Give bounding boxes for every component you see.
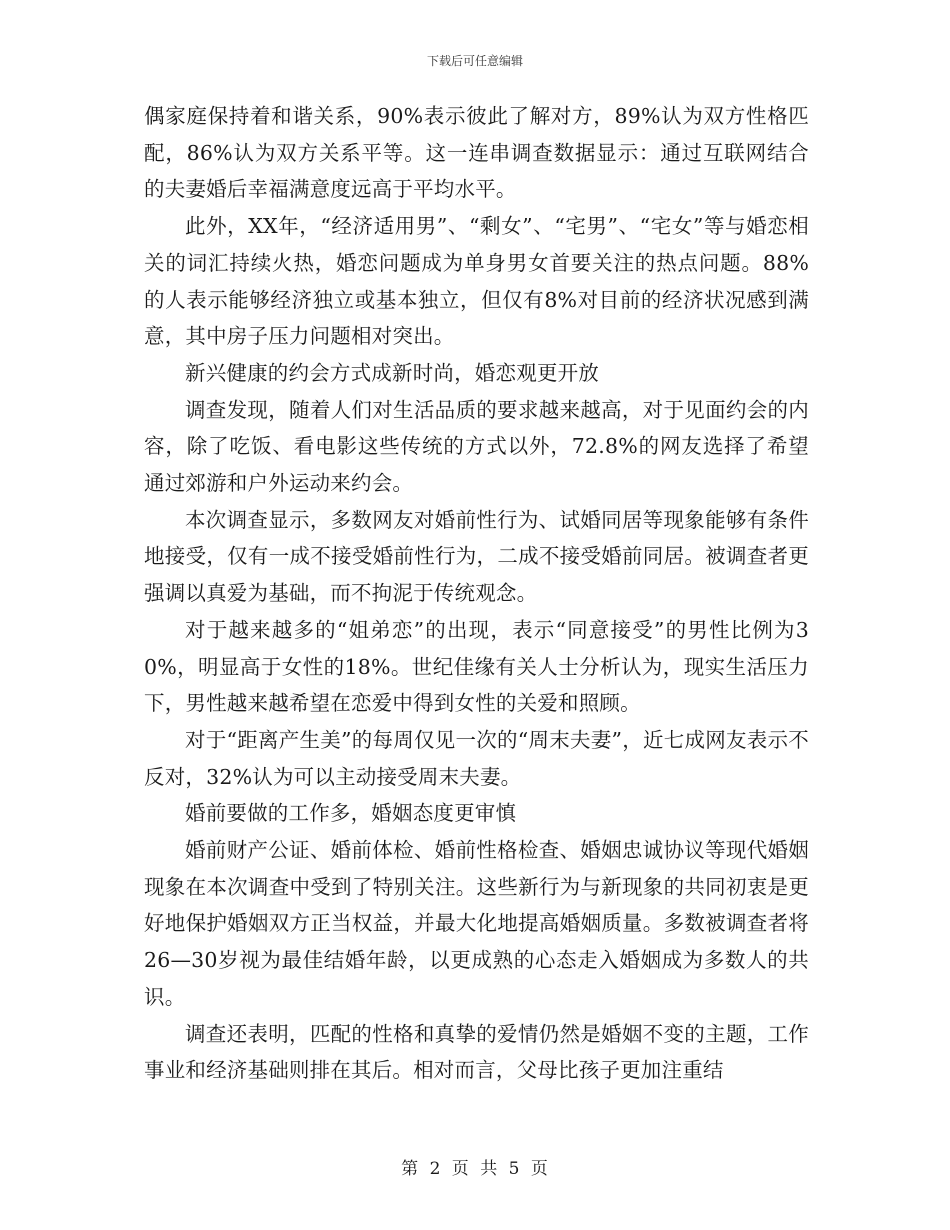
section-heading-dating: 新兴健康的约会方式成新时尚，婚恋观更开放 xyxy=(185,360,599,385)
section-heading-marriage: 婚前要做的工作多，婚姻态度更审慎 xyxy=(185,801,517,826)
page-header: 下载后可任意编辑 xyxy=(426,54,523,68)
document-body xyxy=(144,98,809,1089)
paragraph-6: 对于“距离产生美”的每周仅见一次的“周末夫妻”，近七成网友表示不反对，32%认为可以主动接受周末夫妻。 xyxy=(144,727,809,789)
paragraph-2: 此外，XX年，“经济适用男”、“剩女”、“宅男”、“宅女”等与婚恋相关的词汇持续火热，婚恋问题成为单身男女首要关注的热点问题。88%的人表示能够经济独立或基本独立，但仅有8%对目前的经济状况感到满意，其中房子压力问题相对突出。 xyxy=(144,214,809,349)
paragraph-5: 对于越来越多的“姐弟恋”的出现，表示“同意接受”的男性比例为30%，明显高于女性的18%。世纪佳缘有关人士分析认为，现实生活压力下，男性越来越希望在恋爱中得到女性的关爱和照顾。 xyxy=(144,617,809,716)
paragraph-1: 偶家庭保持着和谐关系，90%表示彼此了解对方，89%认为双方性格匹配，86%认为双方关系平等。这一连串调查数据显示：通过互联网结合的夫妻婚后幸福满意度远高于平均水平。 xyxy=(144,104,809,202)
paragraph-3: 调查发现，随着人们对生活品质的要求越来越高，对于见面约会的内容，除了吃饭、看电影这些传统的方式以外，72.8%的网友选择了希望通过郊游和户外运动来约会。 xyxy=(144,397,809,496)
paragraph-4: 本次调查显示，多数网友对婚前性行为、试婚同居等现象能够有条件地接受，仅有一成不接受婚前性行为，二成不接受婚前同居。被调查者更强调以真爱为基础，而不拘泥于传统观念。 xyxy=(144,507,809,606)
page-number-footer: 第 2 页 共 5 页 xyxy=(401,1159,549,1179)
paragraph-8: 调查还表明，匹配的性格和真挚的爱情仍然是婚姻不变的主题，工作事业和经济基础则排在其后。相对而言，父母比孩子更加注重结 xyxy=(144,1021,809,1083)
paragraph-7: 婚前财产公证、婚前体检、婚前性格检查、婚姻忠诚协议等现代婚姻现象在本次调查中受到了特别关注。这些新行为与新现象的共同初衷是更好地保护婚姻双方正当权益，并最大化地提高婚姻质量。多数被调查者将26—30岁视为最佳结婚年龄，以更成熟的心态走入婚姻成为多数人的共识。 xyxy=(144,838,809,1009)
